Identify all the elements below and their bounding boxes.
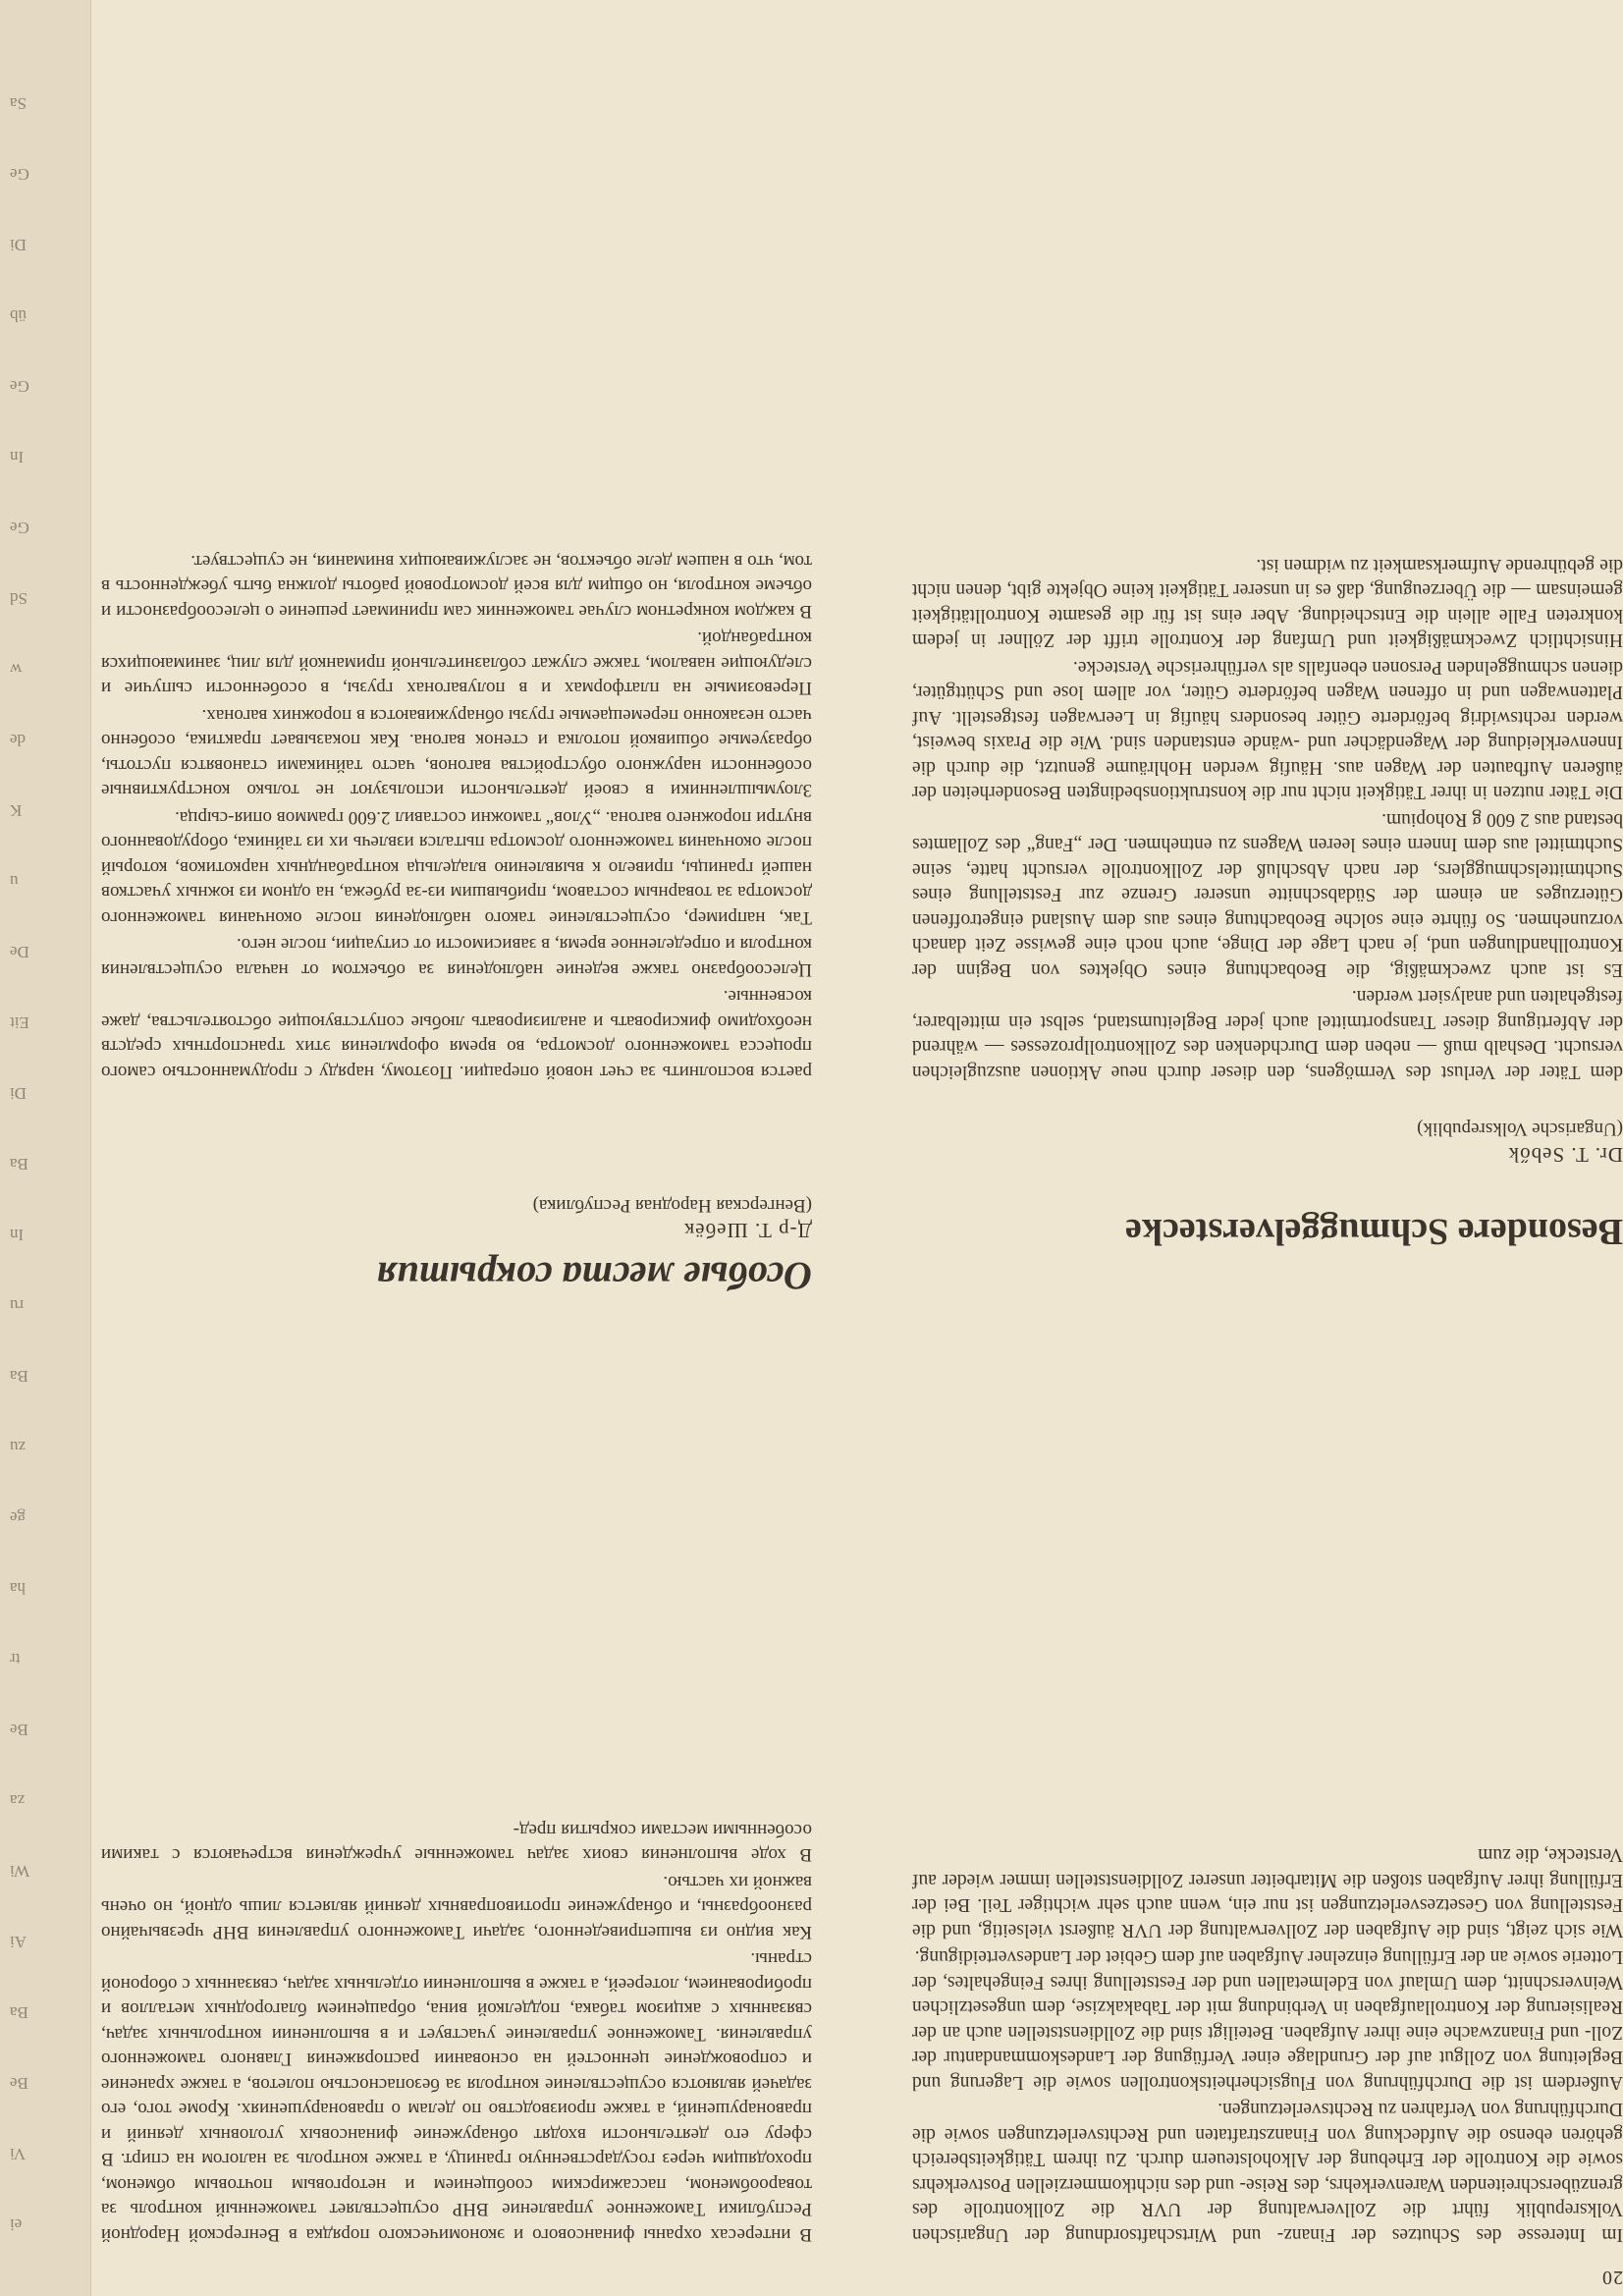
russian-paragraph: В каждом конкретном случае таможенник сам принимает решение о целесообразности и объеме контроля, но общим для всей досмотровой работы должна быть убежденность в том, что в нашем деле объектов, не заслуживающих внимания, не существует. xyxy=(101,551,812,622)
margin-fragment: Ge xyxy=(10,165,29,184)
margin-fragment: K xyxy=(10,801,23,820)
russian-paragraph: рается восполнить за счет новой операции. Поэтому, наряду с продуманностью самого процесса таможенного досмотра, во время оформления этих транспортных средств необходимо фиксировать и анализировать любые сопутствующие обстоятельства, даже косвенные. xyxy=(101,986,812,1082)
margin-fragment: Ba xyxy=(10,1367,28,1386)
russian-column-2 xyxy=(101,549,812,1085)
margin-fragment: Wi xyxy=(10,1862,30,1881)
german-column-2 xyxy=(912,553,1623,1085)
russian-paragraph: Перевозимые на платформах и в полувагонах грузы, в особенности сыпучие и следующие навалом, также служат соблазнительной приманкой для лиц, занимающихся контрабандой. xyxy=(101,628,812,699)
margin-fragment: Be xyxy=(10,1721,28,1739)
german-title: Besondere Schmuggelverstecke xyxy=(1125,1211,1623,1252)
german-column-1 xyxy=(912,1842,1623,2247)
russian-column-1 xyxy=(101,1818,812,2248)
margin-fragment: ru xyxy=(10,1296,25,1315)
margin-fragment: Vi xyxy=(10,2145,26,2163)
german-origin: (Ungarische Volksrepublik) xyxy=(1417,1119,1623,1139)
russian-paragraph: Злоумышленники в своей деятельности используют не только конструктивные особенности наружного обустройства вагонов, часто тайниками становятся пустоты, образуемые обшивкой потолка и стенок вагона. Как показывает практика, особенно часто незаконно перемещаемые грузы обнаруживаются в порожних вагонах. xyxy=(101,705,812,801)
margin-fragment: Eit xyxy=(10,1013,29,1032)
german-paragraph: Wie sich zeigt, sind die Aufgaben der Zollverwaltung der UVR äußerst vielseitig, und die Feststellung von Gesetzesverletzungen ist nur ein, wenn auch sehr wichtiger Teil. Bei der Erfüllung ihrer Aufgaben stoßen die Mitarbeiter unserer Zolldienststellen immer wieder auf Verstecke, die zum xyxy=(912,1844,1623,1941)
page-number: 20 xyxy=(1601,2267,1623,2288)
german-paragraph: Es ist auch zweckmäßig, die Beobachtung eines Objektes von Beginn der Kontrollhandlungen und, je nach Lage der Dinge, auch noch eine gewisse Zeit danach vorzunehmen. So führte eine solche Beobachtung eines aus dem Ausland eingetroffenen Güterzuges an einem der Südabschnitte unserer Grenze zur Feststellung eines Suchtmittelschmugglers, der nach Abschluß der Zollkontrolle versucht hatte, seine Suchtmittel aus dem Innern eines leeren Wagens zu entnehmen. Der „Fang“ des Zollamtes bestand aus 2 600 g Rohopium. xyxy=(912,809,1623,980)
margin-fragment: u xyxy=(10,872,19,891)
margin-fragment: Sd xyxy=(10,589,27,608)
upside-down-page xyxy=(90,0,1623,2296)
russian-title: Особые места сокрытия xyxy=(376,1254,812,1298)
margin-fragment: de xyxy=(10,731,27,749)
margin-fragment: Be xyxy=(10,2074,28,2093)
margin-fragment: ha xyxy=(10,1579,27,1598)
margin-fragment: In xyxy=(10,1226,25,1244)
margin-fragment: De xyxy=(10,943,29,961)
margin-fragment: Ge xyxy=(10,519,29,537)
margin-fragment: Di xyxy=(10,1084,27,1103)
german-paragraph: Hinsichtlich Zweckmäßigkeit und Umfang der Kontrolle trifft der Zöllner in jedem konkreten Falle allein die Entscheidung. Aber eins ist für die gesamte Kontrolltätigkeit gemeinsam — die Überzeugung, daß es in unserer Tätigkeit keine Objekte gibt, denen nicht die gebührende Aufmerksamkeit zu widmen ist. xyxy=(912,555,1623,651)
margin-fragment: za xyxy=(10,1791,26,1810)
german-paragraph: dem Täter der Verlust des Vermögens, den dieser durch neue Aktionen auszugleichen versucht. Deshalb muß — neben dem Durchdenken des Zollkontrollprozesses — während der Abfertigung dieser Transportmittel auch jeder Begleitumstand, selbst ein mittelbarer, festgehalten und analysiert werden. xyxy=(912,986,1623,1082)
russian-paragraph: Так, например, осуществление такого наблюдения после окончания таможенного досмотра за товарным составом, прибывшим из-за рубежа, на одном из южных участков нашей границы, привело к выявлению владельца контрабандных наркотиков, который после окончания таможенного досмотра пытался извлечь их из тайника, оборудованного внутри порожнего вагона. „Улов“ таможни составил 2.600 граммов опия-сырца. xyxy=(101,807,812,928)
adjacent-page-strip xyxy=(0,0,91,2296)
german-author: Dr. T. Sebők xyxy=(1507,1143,1623,1167)
margin-fragment: Sa xyxy=(10,94,27,113)
margin-fragment: ge xyxy=(10,1508,27,1527)
margin-fragment: üb xyxy=(10,306,27,325)
russian-paragraph: Как видно из вышеприведенного, задачи Таможенного управления ВНР чрезвычайно разнообразны, и обнаружение противоправных деяний является лишь одной, но очень важной их частью. xyxy=(101,1872,812,1942)
russian-origin: (Венгерская Народная Республика) xyxy=(532,1195,812,1216)
german-paragraph: Außerdem ist die Durchführung von Flugsicherheitskontrollen sowie die Lagerung und Begleitung von Zollgut auf der Grundlage einer Verfügung der Landeskommandantur der Zoll- und Finanzwache eine ihrer Aufgaben. Beteiligt sind die Zolldienststellen auch an der Realisierung der Kontrollaufgaben in Verbindung mit der Tabakakzise, dem ungesetzlichen Weinverschnitt, dem Umlauf von Edelmetallen und der Feststellung ihres Feingehaltes, der Lotterie sowie an der Erfüllung einzelner Aufgaben auf dem Gebiet der Landesverteidigung. xyxy=(912,1946,1623,2093)
margin-fragment: zu xyxy=(10,1438,27,1456)
margin-fragment: Ai xyxy=(10,1933,27,1951)
margin-fragment: w xyxy=(10,660,23,679)
margin-fragment: tr xyxy=(10,1650,21,1668)
margin-fragment: Di xyxy=(10,236,27,254)
margin-fragment: Ge xyxy=(10,377,29,396)
russian-paragraph: В ходе выполнения своих задач таможенные учреждения встречаются с такими особенными местами сокрытия пред- xyxy=(101,1820,812,1866)
margin-fragment: Ba xyxy=(10,1155,28,1174)
german-paragraph: Im Interesse des Schutzes der Finanz- und Wirtschaftsordnung der Ungarischen Volksrepublik führt die Zollverwaltung der UVR die Zollkontrolle des grenzüberschreitenden Warenverkehrs, des Reise- und des nichtkommerziellen Postverkehrs sowie die Kontrolle der Erhebung der Alkoholsteuern durch. Zu ihrem Tätigkeitsbereich gehören ebenso die Aufdeckung von Finanzstraftaten und Rechtsverletzungen sowie die Durchführung von Verfahren zu Rechtsverletzungen. xyxy=(912,2099,1623,2245)
margin-fragment: In xyxy=(10,448,25,466)
russian-paragraph: В интересах охраны финансового и экономического порядка в Венгерской Народной Республики Таможенное управление ВНР осуществляет таможенный контроль за товарообменом, пассажирским сообщением и неторговым почтовым обменом, проходящим через государственную границу, а также контроль за налогом на спирт. В сферу его деятельности входят обнаружение финансовых уголовных деяний и правонарушений, а также производство по делам о правонарушениях. Кроме того, его задачей являются осуществление контроля за безопасностью полетов, а также хранение и сопровождение ценностей на основании распоряжения Главного таможенного управления. Таможенное управление участвует и в выполнении контрольных задач, связанных с акцизом табака, подделкой вина, обращением благородных металлов и пробированием, лотереей, а также в выполнении отдельных задач, связанных с обороной страны. xyxy=(101,1948,812,2245)
russian-paragraph: Целесообразно также ведение наблюдения за объектом от начала осуществления контроля и определенное время, в зависимости от ситуации, после него. xyxy=(101,934,812,980)
margin-fragment: ei xyxy=(10,2215,23,2234)
margin-fragment: Ba xyxy=(10,2003,28,2022)
german-paragraph: Die Täter nutzen in ihrer Tätigkeit nicht nur die konstruktionsbedingten Besonderheiten der äußeren Aufbauten der Wagen aus. Häufig werden Hohlräume genutzt, die durch die Innenverkleidung der Wagendächer und -wände entstanden sind. Wie die Praxis beweist, werden rechtswidrig beförderte Güter besonders häufig in Leerwagen festgestellt. Auf Plattenwagen und in offenen Wagen beförderte Güter, vor allem lose und Schüttgüter, dienen schmuggelnden Personen ebenfalls als verführerische Verstecke. xyxy=(912,657,1623,803)
russian-author: Д-р Т. Шебёк xyxy=(682,1219,812,1242)
